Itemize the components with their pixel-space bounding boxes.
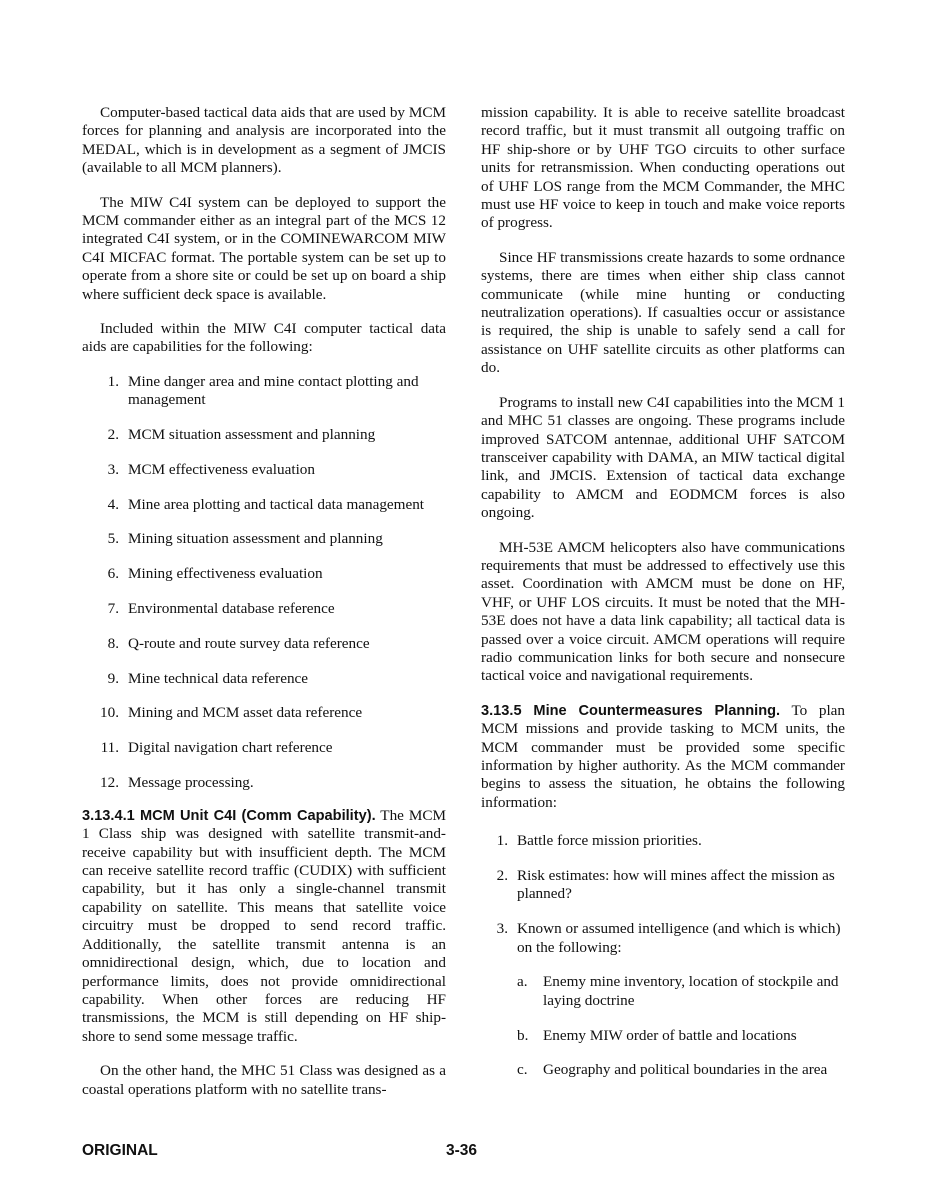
list-item-number: 2.: [496, 867, 508, 885]
page-number: 3-36: [446, 1142, 478, 1159]
list-item-text: Message processing.: [128, 774, 254, 792]
list-item-number: a.: [517, 973, 528, 991]
list-item-number: 4.: [107, 495, 119, 513]
list-item-number: 1.: [107, 372, 119, 390]
capabilities-list: [92, 373, 446, 793]
intro-paragraph: Computer-based tactical data aids that are used by MCM forces for planning and analysis are incorporated into the MEDAL, which is in development as a segment of JMCIS (available to all MCM planners).: [82, 104, 446, 177]
list-item-number: 7.: [107, 600, 119, 618]
list-item-text: Geography and political boundaries in the area: [543, 1061, 828, 1079]
list-item-number: 12.: [100, 774, 119, 792]
list-item-text: Mine technical data reference: [128, 669, 309, 687]
list-item: [92, 670, 446, 688]
list-item-number: 8.: [107, 634, 119, 652]
list-item-text: Enemy mine inventory, location of stockpile and laying doctrine: [543, 973, 839, 1009]
list-item: [92, 426, 446, 444]
list-item: [92, 774, 446, 792]
list-item-text: MCM effectiveness evaluation: [128, 460, 315, 478]
list-item-text: Mining situation assessment and planning: [128, 530, 383, 548]
list-item-text: Mine danger area and mine contact plotting and management: [128, 372, 419, 409]
list-item-text: Battle force mission priorities.: [517, 832, 702, 850]
section-heading-3-13-5: 3.13.5 Mine Countermeasures Planning.: [481, 702, 781, 719]
list-item: [92, 461, 446, 479]
list-item-text: Q-route and route survey data reference: [128, 634, 370, 652]
list-item: [92, 704, 446, 722]
list-item-number: b.: [517, 1026, 529, 1044]
list-item-text: MCM situation assessment and planning: [128, 426, 376, 444]
list-item: [481, 920, 845, 957]
hf-hazards-paragraph: Since HF transmissions create hazards to some ordnance systems, there are times when either ship class cannot communicate (while mine hunting or conducting neutralization operations). If casualties occur or assistance is required, the ship is unable to safely send a call for assistance on UHF satellite circuits as other platforms can do.: [481, 248, 845, 377]
list-item: [92, 600, 446, 618]
list-item-number: 9.: [107, 669, 119, 687]
capabilities-intro-paragraph: Included within the MIW C4I computer tactical data aids are capabilities for the following:: [82, 320, 446, 356]
mcm-planning-section: [481, 702, 845, 812]
section-text: The MCM 1 Class ship was designed with satellite transmit-and-receive capability but with insufficient depth. The MCM can receive satellite record traffic (CUDIX) with sufficient capability, but it has only a single-channel transmit capability on satellite. This means that satellite voice circuitry must be dropped to send record traffic. Additionally, the satellite transmit antenna is an omnidirectional design, which, due to location and performance limits, does not provide omnidirectional capability. When other forces are reducing HF transmissions, the MCM is still depending on HF ship-shore to send some message traffic.: [82, 806, 446, 1045]
list-item-number: 2.: [107, 426, 119, 444]
mhc-51-paragraph: On the other hand, the MHC 51 Class was designed as a coastal operations platform with no satellite trans-: [82, 1062, 446, 1098]
intelligence-sub-list: [517, 973, 845, 1079]
left-column: [82, 104, 446, 1115]
list-item: [481, 867, 845, 904]
list-item: [92, 496, 446, 514]
deployment-paragraph: The MIW C4I system can be deployed to support the MCM commander either as an integral part of the MCS 12 integrated C4I system, or in the COMINEWARCOM MIW C4I MICFAC format. The portable system can be set up to operate from a shore site or could be set up on board a ship where sufficient deck space is available.: [82, 193, 446, 303]
list-item-number: 3.: [496, 920, 508, 938]
right-column: [481, 104, 845, 1096]
list-item-text: Enemy MIW order of battle and locations: [543, 1026, 797, 1044]
list-item-text: Mine area plotting and tactical data management: [128, 495, 425, 513]
list-item-text: Mining effectiveness evaluation: [128, 565, 323, 583]
section-heading-3-13-4-1: 3.13.4.1 MCM Unit C4I (Comm Capability).: [82, 807, 376, 824]
list-item: [92, 635, 446, 653]
list-item-text: Mining and MCM asset data reference: [128, 704, 363, 722]
sub-list-item: [517, 1027, 845, 1045]
footer-original-label: ORIGINAL: [82, 1142, 158, 1159]
list-item: [481, 832, 845, 850]
c4i-programs-paragraph: Programs to install new C4I capabilities into the MCM 1 and MHC 51 classes are ongoing. These programs include improved SATCOM antennae, additional UHF SATCOM transceiver capability with DAMA, an MIW tactical digital link, and JMCIS. Extension of tactical data exchange capability to AMCM and EODMCM forces is also ongoing.: [481, 393, 845, 522]
list-item-number: 6.: [107, 565, 119, 583]
list-item-number: 1.: [496, 832, 508, 850]
sub-list-item: [517, 973, 845, 1010]
list-item: [92, 530, 446, 548]
list-item-text: Environmental database reference: [128, 600, 335, 618]
list-item-number: c.: [517, 1061, 528, 1079]
section-text: To plan MCM missions and provide tasking to MCM units, the MCM commander must be provided some specific information by higher authority. As the MCM commander begins to assess the situation, he obtains the following information:: [481, 701, 845, 811]
mcm-unit-c4i-section: [82, 807, 446, 1046]
list-item-text: Risk estimates: how will mines affect the mission as planned?: [517, 867, 835, 903]
list-item-number: 11.: [100, 739, 119, 757]
list-item-number: 10.: [100, 704, 119, 722]
sub-list-item: [517, 1061, 845, 1079]
list-item-number: 3.: [107, 460, 119, 478]
list-item: [92, 565, 446, 583]
list-item: [92, 373, 446, 410]
list-item-number: 5.: [107, 530, 119, 548]
list-item: [92, 739, 446, 757]
list-item-text: Known or assumed intelligence (and which is which) on the following:: [517, 920, 841, 956]
mission-capability-paragraph: mission capability. It is able to receive satellite broadcast record traffic, but it must transmit all outgoing traffic on HF ship-shore or by UHF TGO circuits to other surface units for retransmission. When conducting operations out of UHF LOS range from the MCM Commander, the MHC must use HF voice to keep in touch and make voice reports of progress.: [481, 104, 845, 232]
planning-information-list: [481, 832, 845, 957]
amcm-helicopters-paragraph: MH-53E AMCM helicopters also have communications requirements that must be addressed to effectively use this asset. Coordination with AMCM must be done on HF, VHF, or UHF LOS circuits. It must be noted that the MH-53E does not have a data link capability; all tactical data is passed over a voice circuit. AMCM operations will require radio communication links for both secure and nonsecure tactical voice and navigational requirements.: [481, 538, 845, 685]
list-item-text: Digital navigation chart reference: [128, 739, 333, 757]
